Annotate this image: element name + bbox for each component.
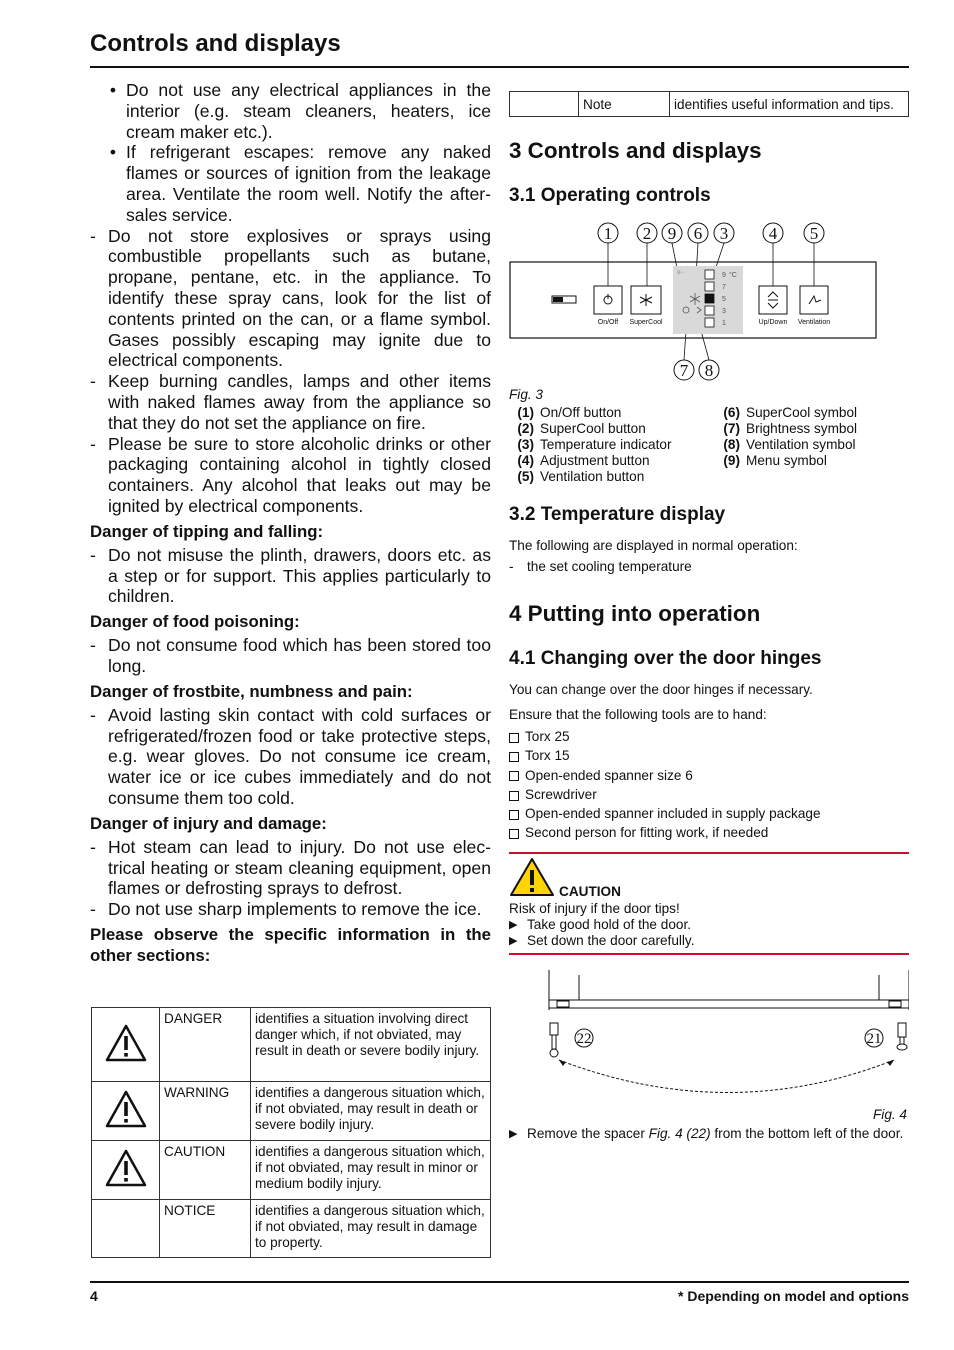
legend-item: (3) Temperature indicator [517, 437, 672, 452]
caution-text: Risk of injury if the door tips! [509, 901, 680, 916]
signal-word-table [91, 1007, 491, 1258]
subsection-title: 3.1 Operating controls [509, 185, 711, 206]
legend-item: (1) On/Off button [517, 405, 622, 420]
warning-triangle-icon [92, 1082, 160, 1141]
svg-text:On/Off: On/Off [597, 319, 619, 326]
checklist-item: Second person for fitting work, if needed [509, 823, 821, 842]
svg-text:≡··: ≡·· [677, 270, 685, 276]
legend-item: (9) Menu symbol [723, 453, 827, 468]
svg-text:°C: °C [729, 272, 737, 279]
header-rule [90, 66, 909, 68]
subsection-title: 4.1 Changing over the door hinges [509, 648, 822, 669]
list-item: - Do not misuse the plinth, drawers, doors etc. as a step or for support. This applies particularly to children. [90, 544, 491, 607]
signal-description: identifies a dangerous situation which, if not obviated, may result in damage to property. [251, 1200, 491, 1258]
checklist-item: Torx 25 [509, 727, 821, 746]
list-item: - Avoid lasting skin contact with cold surfaces or refrigerated/frozen food or take protective steps, e.g. wear gloves. Do not consume ice cream, water ice or ice cubes immediately and do not consume them too cold. [90, 704, 491, 808]
signal-description: identifies a dangerous situation which, if not obviated, may result in death or severe bodily injury. [251, 1082, 491, 1141]
legend-item: (7) Brightness symbol [723, 421, 858, 436]
empty-icon-cell [510, 92, 579, 117]
legend-item: (2) SuperCool button [517, 421, 646, 436]
figure-caption: Fig. 4 [873, 1107, 907, 1122]
list-item: - Do not use sharp implements to remove the ice. [90, 899, 482, 920]
callout-9 [662, 223, 682, 243]
signal-keyword: NOTICE [160, 1200, 251, 1258]
svg-text:1: 1 [603, 224, 613, 243]
section-heading: Danger of food poisoning: [90, 612, 300, 632]
spacer-22-icon [550, 1023, 558, 1057]
legend-item: (4) Adjustment button [517, 453, 650, 468]
left-column [90, 80, 491, 969]
list-item: • If refrigerant escapes: remove any naked flames or sources of ignition from the leakage area. Ventilate the room well. Notify the after-sales service. [109, 142, 491, 225]
hinge-21-icon [897, 1023, 907, 1050]
list-item: • Do not use any electrical appliances in the interior (e.g. steam cleaners, heaters, ice cream maker etc.). [109, 80, 491, 142]
section-title: 3 Controls and displays [509, 138, 762, 163]
checkbox-icon [509, 791, 519, 801]
checkbox-icon [509, 771, 519, 781]
caution-notice [509, 852, 909, 955]
svg-text:22: 22 [576, 1031, 592, 1047]
svg-text:8: 8 [704, 361, 714, 380]
signal-description: identifies a situation involving direct danger which, if not obviated, may result in death or severe bodily injury. [251, 1008, 491, 1082]
control-panel-figure [509, 218, 909, 388]
empty-icon-cell [92, 1200, 160, 1258]
svg-text:9: 9 [722, 272, 726, 279]
callout-3 [714, 223, 734, 243]
checklist-item: Open-ended spanner size 6 [509, 766, 821, 785]
note-table [509, 91, 909, 117]
section-heading: Please observe the specific information in the other sections: [90, 924, 491, 965]
footer-rule [90, 1281, 909, 1283]
callout-5 [804, 223, 824, 243]
svg-text:5: 5 [722, 296, 726, 303]
signal-keyword: DANGER [160, 1008, 251, 1082]
signal-keyword: WARNING [160, 1082, 251, 1141]
callout-8 [699, 360, 719, 380]
list-item: - Do not store explosives or sprays using combustible propellants such as butane, propane, pentane, etc. in the appliance. To identify these spray cans, look for the list of contents printed on the can, or a flame symbol. Gases possibly escaping may ignite due to electrical components. [90, 225, 491, 371]
paragraph: You can change over the door hinges if necessary. [509, 682, 813, 697]
figure-caption: Fig. 3 [509, 387, 543, 402]
svg-text:2: 2 [642, 224, 652, 243]
page-title: Controls and displays [90, 30, 341, 57]
checkbox-icon [509, 752, 519, 762]
list-item: - Do not consume food which has been stored too long. [90, 635, 491, 676]
paragraph: Ensure that the following tools are to hand: [509, 707, 767, 722]
callout-4 [763, 223, 783, 243]
warning-triangle-icon [92, 1141, 160, 1200]
svg-text:3: 3 [722, 308, 726, 315]
instruction-step: ▶ Set down the door carefully. [509, 933, 695, 948]
note-keyword: Note [579, 92, 670, 117]
svg-text:Ventilation: Ventilation [797, 319, 831, 326]
signal-description: identifies a dangerous situation which, if not obviated, may result in minor or medium bodily injury. [251, 1141, 491, 1200]
page-number: 4 [90, 1288, 98, 1304]
subsection-title: 3.2 Temperature display [509, 504, 726, 525]
svg-text:4: 4 [768, 224, 778, 243]
checklist-item: Torx 15 [509, 746, 821, 765]
paragraph: The following are displayed in normal operation: [509, 538, 798, 553]
svg-text:3: 3 [719, 224, 729, 243]
callout-1 [598, 223, 618, 243]
svg-text:1: 1 [722, 320, 726, 327]
legend-item: (5) Ventilation button [517, 469, 645, 484]
caution-label: CAUTION [559, 884, 621, 899]
svg-text:7: 7 [722, 284, 726, 291]
checkbox-icon [509, 733, 519, 743]
note-description: identifies useful information and tips. [670, 92, 909, 117]
warning-triangle-icon [92, 1008, 160, 1082]
figure-legend [509, 405, 909, 485]
section-heading: Danger of tipping and falling: [90, 521, 324, 541]
callout-2 [637, 223, 657, 243]
list-item: - Hot steam can lead to injury. Do not use electrical heating or steam cleaning equipment, open flames or defrosting sprays to defrost. [90, 836, 491, 899]
svg-text:9: 9 [667, 224, 677, 243]
checklist-item: Open-ended spanner included in supply package [509, 804, 821, 823]
svg-text:21: 21 [866, 1031, 882, 1047]
list-item: - the set cooling temperature [509, 559, 692, 574]
list-item: - Please be sure to store alcoholic drinks or other packaging containing alcohol in tightly closed containers. Any alcohol that leaks out may be ignited by electrical components. [90, 433, 491, 516]
svg-text:Up/Down: Up/Down [758, 319, 788, 326]
list-item: - Keep burning candles, lamps and other items with naked flames away from the appliance so that they do not set the appliance on fire. [90, 371, 491, 433]
instruction-step: ▶ Remove the spacer Fig. 4 (22) from the bottom left of the door. [509, 1126, 904, 1141]
svg-text:6: 6 [693, 224, 703, 243]
door-hinge-figure [509, 965, 909, 1105]
caution-triangle-icon [509, 857, 555, 902]
legend-item: (8) Ventilation symbol [723, 437, 856, 452]
callout-6 [688, 223, 708, 243]
section-heading: Danger of injury and damage: [90, 813, 327, 833]
svg-text:SuperCool: SuperCool [629, 319, 663, 326]
svg-text:7: 7 [679, 361, 689, 380]
footer-note: * Depending on model and options [678, 1288, 909, 1304]
signal-keyword: CAUTION [160, 1141, 251, 1200]
section-title: 4 Putting into operation [509, 601, 761, 626]
svg-text:5: 5 [809, 224, 819, 243]
legend-item: (6) SuperCool symbol [723, 405, 858, 420]
instruction-step: ▶ Take good hold of the door. [509, 917, 692, 932]
checklist-item: Screwdriver [509, 785, 821, 804]
callout-7 [674, 360, 694, 380]
checkbox-icon [509, 829, 519, 839]
checkbox-icon [509, 810, 519, 820]
section-heading: Danger of frostbite, numbness and pain: [90, 681, 413, 701]
tool-checklist [509, 727, 821, 843]
